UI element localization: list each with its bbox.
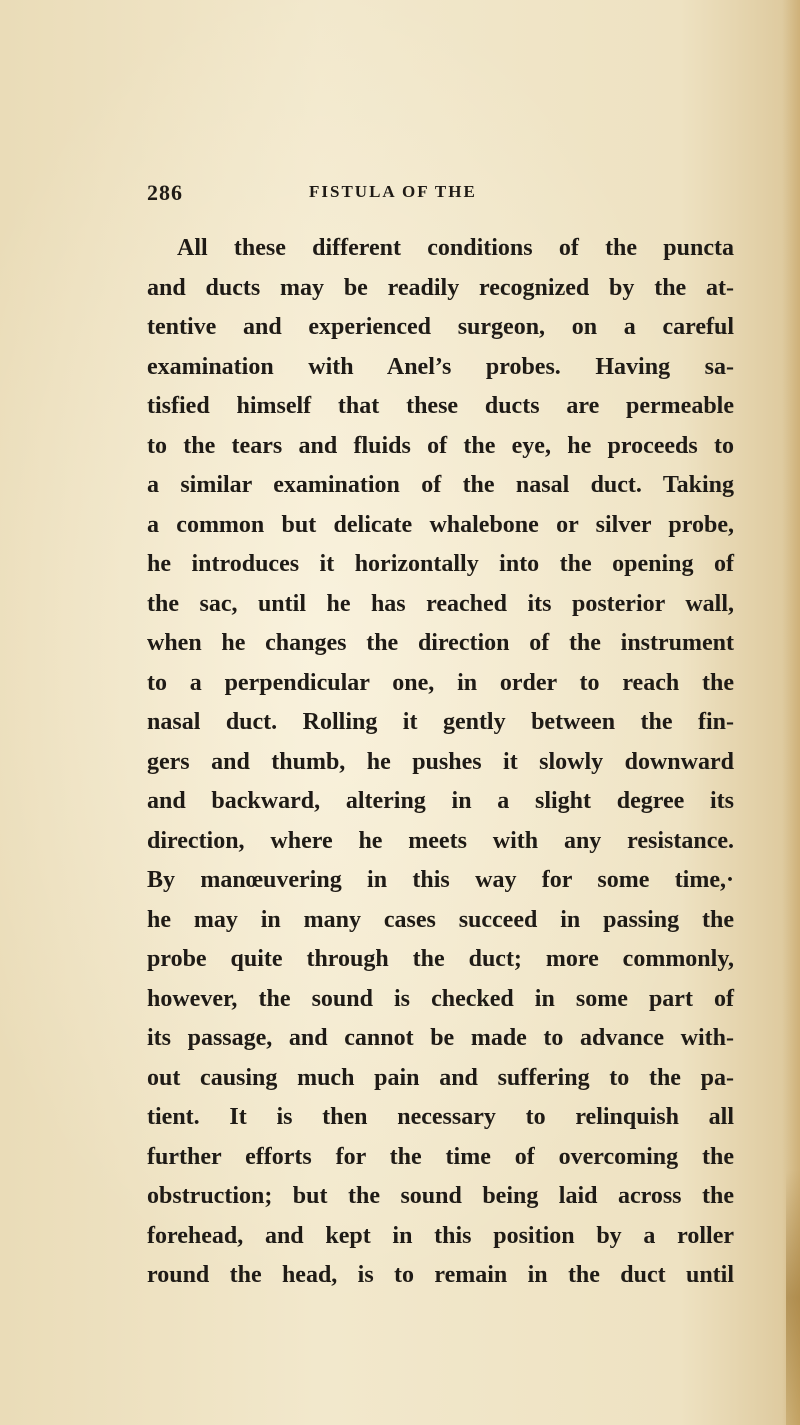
text-line: probe quite through the duct; more commonly,	[147, 946, 734, 972]
text-line: out causing much pain and suffering to the pa-	[147, 1064, 734, 1091]
running-title: FISTULA OF THE	[309, 182, 477, 201]
text-line: round the head, is to remain in the duct until	[147, 1262, 734, 1288]
text-line: obstruction; but the sound being laid across the	[147, 1183, 734, 1209]
text-line: when he changes the direction of the instrument	[147, 630, 734, 656]
text-line: its passage, and cannot be made to advance with-	[147, 1025, 734, 1051]
text-line: tentive and experienced surgeon, on a careful	[147, 314, 734, 340]
page-edge-stain	[786, 1170, 800, 1425]
text-line: however, the sound is checked in some part of	[147, 985, 734, 1012]
text-line: gers and thumb, he pushes it slowly downward	[147, 748, 734, 775]
text-line: nasal duct. Rolling it gently between the fin-	[147, 709, 734, 735]
text-line: he introduces it horizontally into the opening of	[147, 551, 734, 577]
text-line: a similar examination of the nasal duct. Taking	[147, 472, 734, 498]
text-line: the sac, until he has reached its posterior wall,	[147, 590, 734, 617]
page-header	[147, 180, 727, 210]
text-line: and ducts may be readily recognized by the at-	[147, 274, 734, 301]
text-line: a common but delicate whalebone or silver probe,	[147, 511, 734, 538]
text-line: All these different conditions of the puncta	[177, 235, 734, 261]
text-line: to the tears and fluids of the eye, he proceeds to	[147, 432, 734, 459]
text-line: forehead, and kept in this position by a roller	[147, 1222, 734, 1249]
text-line: By manœuvering in this way for some time,·	[147, 867, 734, 893]
page-number: 286	[147, 180, 183, 205]
text-line: examination with Anel’s probes. Having sa-	[147, 353, 734, 380]
text-line: direction, where he meets with any resistance.	[147, 827, 734, 854]
body-paragraph	[147, 229, 734, 1288]
text-line: further efforts for the time of overcoming the	[147, 1143, 734, 1170]
text-line: he may in many cases succeed in passing the	[147, 906, 734, 933]
text-line: tient. It is then necessary to relinquish all	[147, 1104, 734, 1130]
text-line: to a perpendicular one, in order to reach the	[147, 669, 734, 696]
text-line: tisfied himself that these ducts are permeable	[147, 393, 734, 419]
text-line: and backward, altering in a slight degree its	[147, 788, 734, 814]
